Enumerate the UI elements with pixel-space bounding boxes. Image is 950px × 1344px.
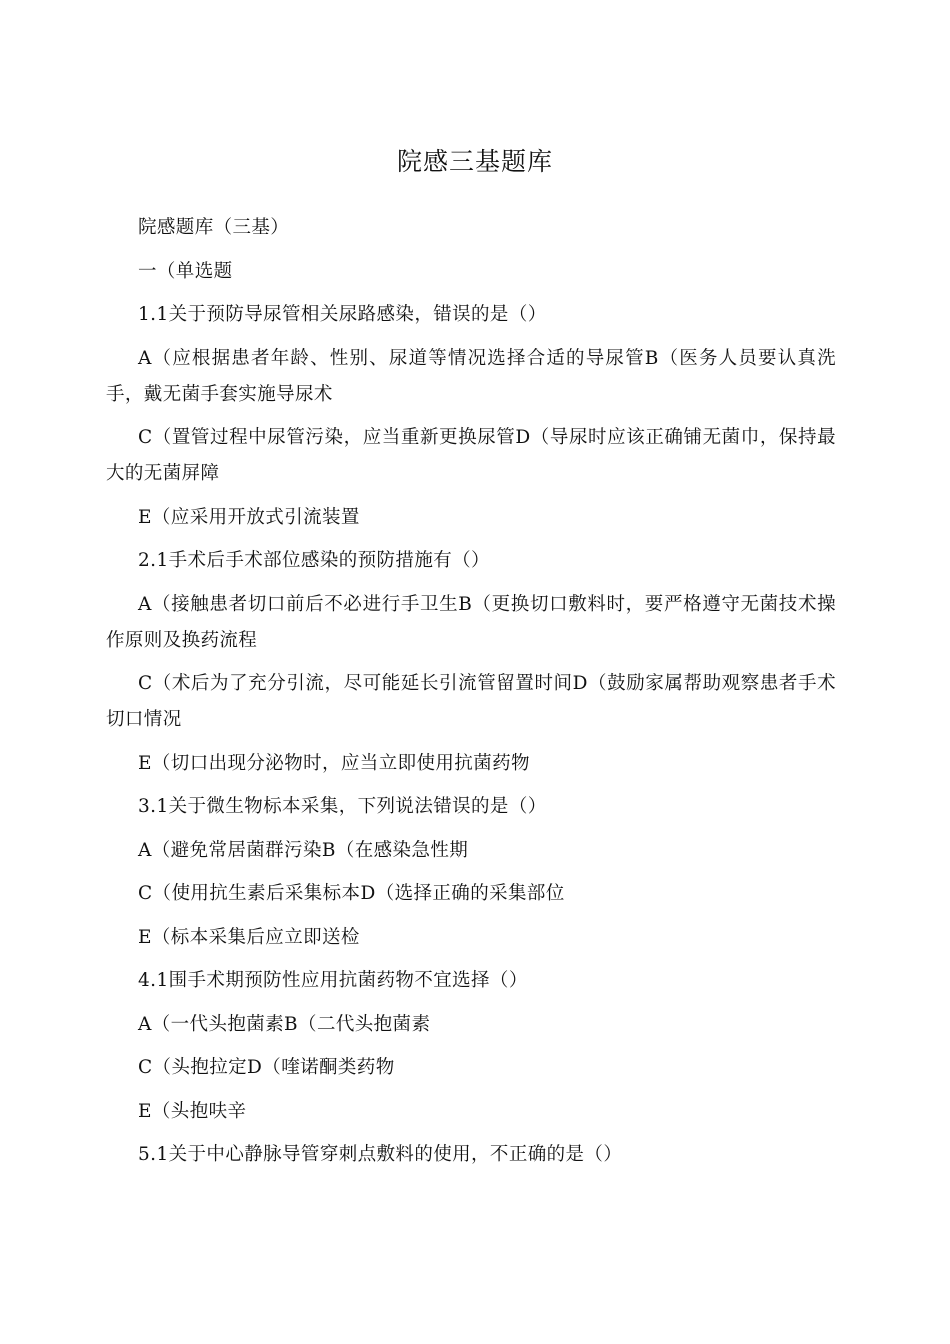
question-4-options-ab: A（一代头抱菌素B（二代头抱菌素 [138,1013,431,1035]
question-1-option-e: E（应采用开放式引流装置 [138,506,360,528]
question-3-options-ab: A（避免常居菌群污染B（在感染急性期 [138,839,469,861]
question-2-options-ab: A（接触患者切口前后不必进行手卫生B（更换切口敷料时，要严格遵守无菌技术操作原则及换药流程 [106,593,836,651]
question-2-options-cd: C（术后为了充分引流，尽可能延长引流管留置时间D（鼓励家属帮助观察患者手术切口情况 [106,673,836,730]
question-1-options-cd: C（置管过程中尿管污染，应当重新更换尿管D（导尿时应该正确铺无菌巾，保持最大的无菌屏障 [106,427,836,484]
question-4: 4.1围手术期预防性应用抗菌药物不宜选择（） [138,970,528,991]
question-4-option-e: E（头抱呋辛 [138,1100,247,1122]
section-heading: 院感题库（三基） [138,217,290,238]
question-3-options-cd: C（使用抗生素后采集标本D（选择正确的采集部位 [138,883,565,904]
question-4-options-cd: C（头抱拉定D（喹诺酮类药物 [138,1057,395,1078]
question-type-heading: 一（单选题 [138,260,233,282]
question-5: 5.1关于中心静脉导管穿刺点敷料的使用，不正确的是（） [138,1144,623,1165]
question-3: 3.1关于微生物标本采集，下列说法错误的是（） [138,796,547,817]
question-2-option-e: E（切口出现分泌物时，应当立即使用抗菌药物 [138,752,530,774]
question-1: 1.1关于预防导尿管相关尿路感染，错误的是（） [138,304,547,325]
question-1-options-ab: A（应根据患者年龄、性别、尿道等情况选择合适的导尿管B（医务人员要认真洗手，戴无菌手套实施导尿术 [106,347,836,405]
question-3-option-e: E（标本采集后应立即送检 [138,926,360,948]
document-body [106,210,836,1173]
page-title: 院感三基题库 [396,147,553,176]
question-2: 2.1手术后手术部位感染的预防措施有（） [138,550,490,571]
